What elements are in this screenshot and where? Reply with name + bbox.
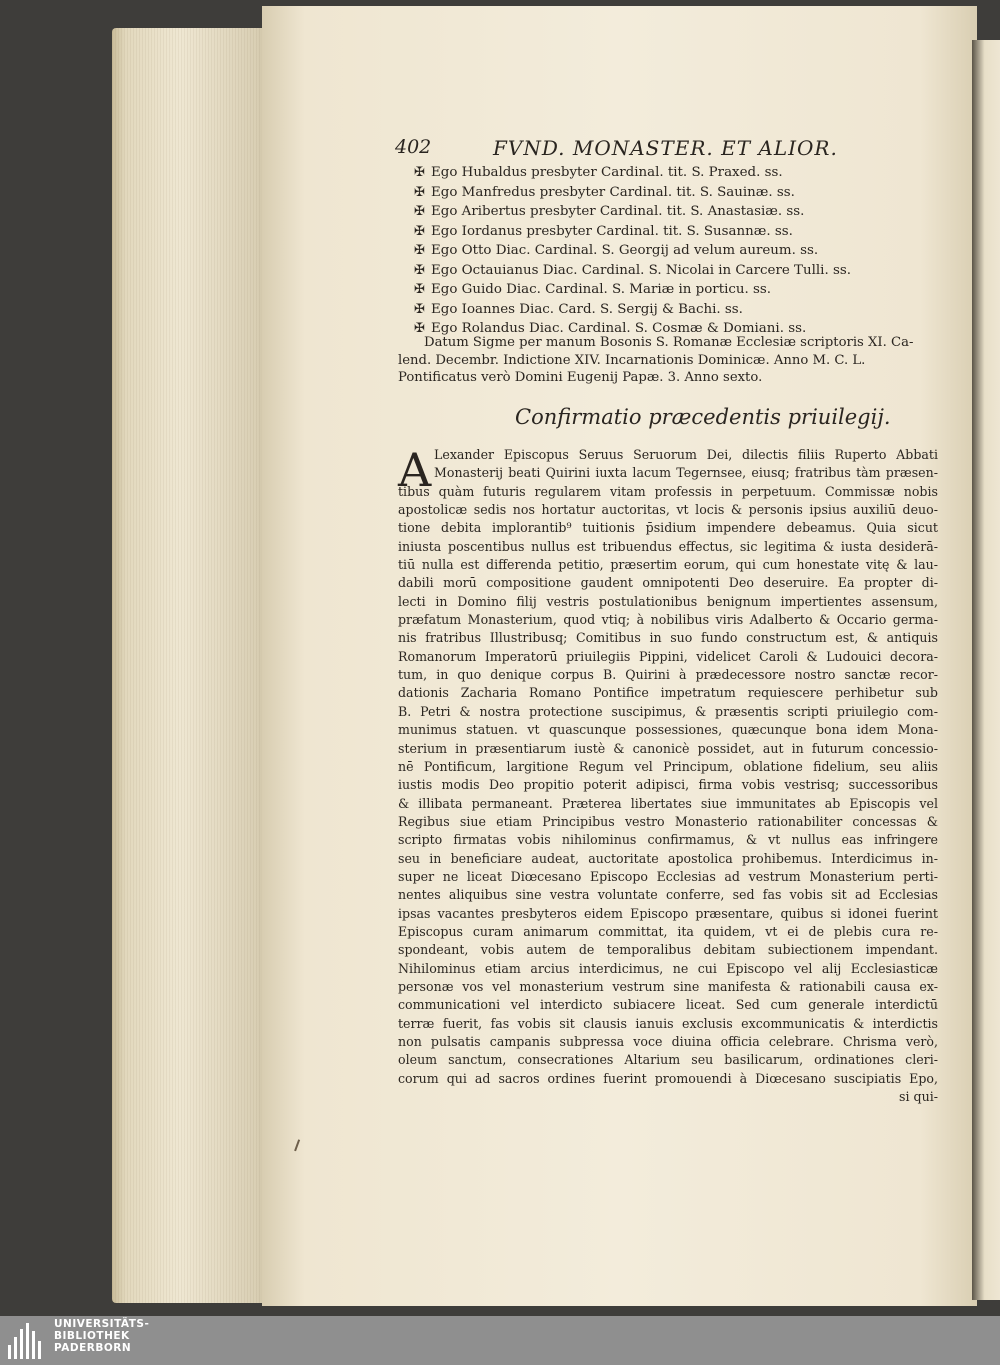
text-line: corum qui ad sacros ordines fuerint promouendi à Diœcesano suscipiatis Epo, (398, 1070, 938, 1086)
signature-line (414, 300, 874, 320)
dating-clause (398, 334, 930, 387)
text-line: dabili morū compositione gaudent omnipotenti Deo deseruire. Ea propter di- (398, 575, 938, 591)
facing-page-edge (972, 40, 1000, 1300)
signature-text: Ego Otto Diac. Cardinal. S. Georgij ad velum aureum. ss. (431, 243, 819, 258)
institution-line: UNIVERSITÄTS- (54, 1318, 150, 1330)
signature-text: Ego Octauianus Diac. Cardinal. S. Nicolai in Carcere Tulli. ss. (431, 262, 851, 278)
signature-text: Ego Hubaldus presbyter Cardinal. tit. S. Praxed. ss. (431, 165, 783, 180)
text-line: terræ fuerit, fas vobis sit clausis ianuis exclusis excommunicatis & interdictis (398, 1015, 938, 1031)
running-header (395, 136, 845, 164)
section-heading: Confirmatio præcedentis priuilegij. (515, 405, 891, 429)
text-line: nē Pontificum, largitione Regum vel Principum, oblatione fidelium, seu aliis (398, 758, 938, 774)
text-line: oleum sanctum, consecrationes Altarium seu basilicarum, ordinationes cleri- (398, 1052, 938, 1068)
text-line: nis fratribus Illustribusq; Comitibus in suo fundo constructum est, & antiquis (398, 630, 938, 646)
footer-bar (0, 1316, 1000, 1365)
text-line: & illibata permaneant. Præterea libertates siue immunitates ab Episcopis vel (398, 795, 938, 811)
signature-line (414, 222, 874, 242)
datum-line: Datum Sigme per manum Bosonis S. Romanæ Ecclesiæ scriptoris XI. Ca- (424, 335, 914, 350)
text-line: iniusta poscentibus nullus est tribuendus effectus, sic legitima & iusta desiderā- (398, 538, 938, 554)
text-line: tibus quàm futuris regularem vitam professis in perpetuum. Commissæ nobis (398, 483, 938, 499)
signature-text: Ego Ioannes Diac. Card. S. Sergij & Bachi. ss. (431, 301, 743, 317)
text-line: præfatum Monasterium, quod vtiq; à nobilibus viris Adalberto & Occario germa- (398, 612, 938, 628)
text-line: super ne liceat Diœcesano Episcopo Ecclesias ad vestrum Monasterium perti- (398, 868, 938, 884)
signature-text: Ego Manfredus presbyter Cardinal. tit. S. Sauinæ. ss. (431, 184, 795, 200)
datum-line: Pontificatus verò Domini Eugenij Papæ. 3. Anno sexto. (398, 370, 763, 385)
cross-icon: ✠ (414, 282, 425, 297)
text-line: munimus statuen. vt quascunque possessiones, quæcunque bona idem Mona- (398, 722, 938, 738)
page-number: 402 (395, 136, 432, 158)
datum-line: lend. Decembr. Indictione XIV. Incarnationis Dominicæ. Anno M. C. L. (398, 352, 866, 368)
signature-line (414, 163, 874, 183)
institution-name (54, 1318, 149, 1354)
cross-icon: ✠ (414, 243, 425, 258)
signature-line (414, 202, 874, 222)
text-line: ipsas vacantes presbyteros eidem Episcopo præsentare, quibus si idonei fuerint (398, 905, 938, 921)
book-fore-edge (112, 28, 282, 1303)
text-line: Nihilominus etiam arcius interdicimus, ne cui Episcopo vel alij Ecclesiasticæ (398, 960, 938, 976)
text-line: personæ vos vel monasterium vestrum sine manifesta & rationabili causa ex- (398, 978, 938, 994)
text-line: communicationi vel interdicto subiacere liceat. Sed cum generale interdictū (398, 997, 938, 1013)
cross-icon: ✠ (414, 165, 425, 180)
text-line: si qui- (899, 1089, 938, 1105)
text-line: spondeant, vobis autem de temporalibus debitam subiectionem impendant. (398, 942, 938, 958)
text-line: iustis modis Deo propitio poterit adipisci, firma vobis vestrisq; successoribus (398, 777, 938, 793)
text-line: sterium in præsentiarum iustè & canonicè possidet, aut in futurum concessio- (398, 740, 938, 756)
cross-icon: ✠ (414, 184, 425, 200)
text-line: Regibus siue etiam Principibus vestro Monasterio rationabiliter concessas & (398, 813, 938, 829)
signature-text: Ego Guido Diac. Cardinal. S. Mariæ in porticu. ss. (431, 282, 771, 297)
cross-icon: ✠ (414, 262, 425, 278)
signature-text: Ego Aribertus presbyter Cardinal. tit. S. Anastasiæ. ss. (431, 204, 805, 219)
text-line: seu in beneficiare audeat, auctoritate apostolica prohibemus. Interdicimus in- (398, 850, 938, 866)
signature-text: Ego Iordanus presbyter Cardinal. tit. S. Susannæ. ss. (431, 223, 793, 239)
body-text (398, 443, 938, 1106)
text-line: apostolicæ sedis nos hortatur auctoritas, vt locis & personis ipsius auxiliū deuo- (398, 502, 938, 518)
cross-icon: ✠ (414, 301, 425, 317)
cross-icon: ✠ (414, 321, 425, 336)
text-line: non pulsatis campanis subpressa voce diuina officia celebrare. Chrisma verò, (398, 1034, 938, 1049)
text-line: Lexander Episcopus Seruus Seruorum Dei, dilectis filiis Ruperto Abbati (434, 447, 938, 462)
text-line: Episcopus curam animarum committat, ita quidem, vt ei de plebis cura re- (398, 923, 938, 939)
text-line: tiū nulla est differenda petitio, præsertim eorum, qui cum honestate vitę & lau- (398, 557, 938, 573)
signature-text: Ego Rolandus Diac. Cardinal. S. Cosmæ & Domiani. ss. (431, 321, 807, 336)
text-line: B. Petri & nostra protectione suscipimus, & præsentis scripti priuilegio com- (398, 703, 938, 719)
signature-line (414, 241, 874, 261)
institution-line: BIBLIOTHEK (54, 1330, 130, 1342)
signature-list (414, 163, 874, 339)
text-line: tione debita implorantib⁹ tuitionis p̄sidium impendere debeamus. Quia sicut (398, 520, 938, 536)
library-bars-icon (6, 1321, 46, 1361)
signature-line (414, 183, 874, 203)
text-line: tum, in quo denique corpus B. Quirini à prædecessore nostro sanctæ recor- (398, 667, 938, 683)
institution-line: PADERBORN (54, 1342, 132, 1354)
text-line: Romanorum Imperatorū priuilegiis Pippini, videlicet Caroli & Ludouici decora- (398, 648, 938, 664)
text-line: Monasterij beati Quirini iuxta lacum Tegernsee, eiusq; fratribus tàm præsen- (434, 465, 938, 481)
cross-icon: ✠ (414, 223, 425, 239)
cross-icon: ✠ (414, 204, 425, 219)
text-line: nentes aliquibus sine vestra voluntate conferre, sed fas vobis sit ad Ecclesias (398, 887, 938, 903)
drop-cap: A (398, 443, 432, 497)
text-line: lecti in Domino filij vestris postulationibus benignum impertientes assensum, (398, 593, 938, 609)
signature-line (414, 280, 874, 300)
running-title: FVND. MONASTER. ET ALIOR. (493, 136, 838, 160)
text-line: scripto firmatas vobis nihilominus confirmamus, & vt nullus eas infringere (398, 832, 938, 848)
signature-line (414, 261, 874, 281)
text-line: dationis Zacharia Romano Pontifice impetratum requiescere perhibetur sub (398, 685, 938, 701)
